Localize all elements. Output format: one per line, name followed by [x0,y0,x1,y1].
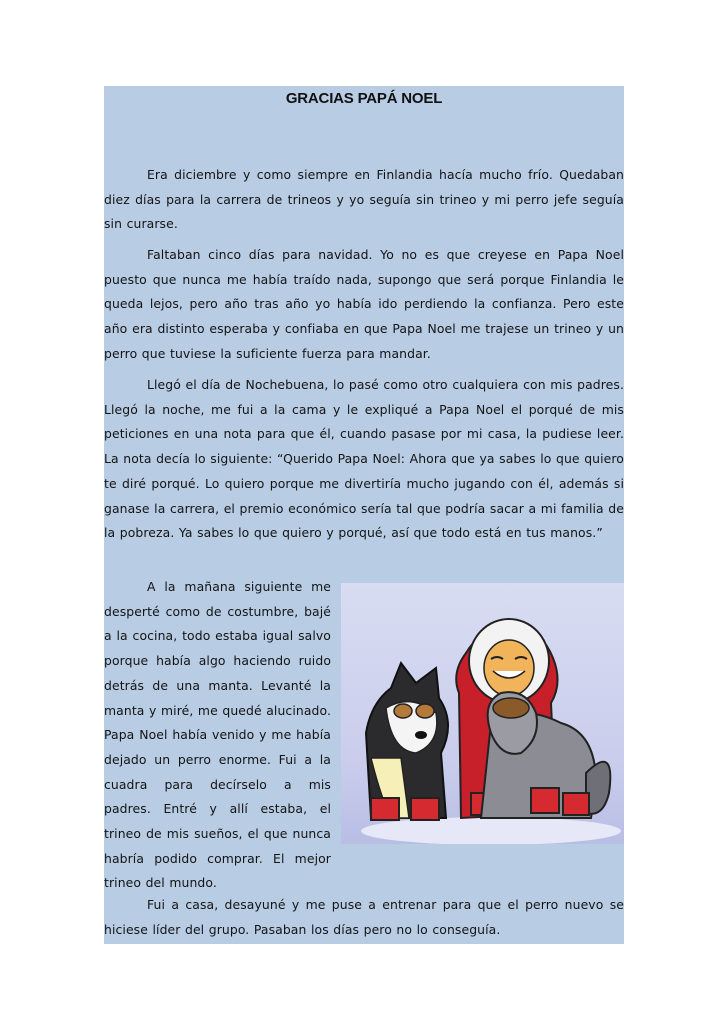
paragraph-1: Era diciembre y como siempre en Finlandia hacía mucho frío. Quedaban diez días para la carrera de trineos y yo seguía sin trineo y mi perro jefe seguía sin curarse. [104,167,624,232]
document-title: GRACIAS PAPÁ NOEL [285,90,443,107]
paragraph-5: Fui a casa, desayuné y me puse a entrenar para que el perro nuevo se hiciese líder del grupo. Pasaban los días pero no lo conseguía. [104,897,624,937]
paragraph-4: A la mañana siguiente me desperté como de costumbre, bajé a la cocina, todo estaba igual salvo porque había algo haciendo ruido detrás de una manta. Levanté la manta y miré, me quedé alucinado. Papa Noel había venido y me había dejado un perro enorme. Fui a la cuadra para decírselo a mis padres. Entré y allí estaba, el trineo de mis sueños, el que nunca habría podido comprar. El mejor trineo del mundo. [104,579,331,891]
husky-and-child-illustration [341,583,624,844]
paragraph-4-block [104,575,624,891]
paragraph-2: Faltaban cinco días para navidad. Yo no es que creyese en Papa Noel puesto que nunca me había traído nada, supongo que será porque Finlandia le queda lejos, pero año tras año yo había ido perdiendo la confianza. Pero este año era distinto esperaba y confiaba en que Papa Noel me trajese un trineo y un perro que tuviese la suficiente fuerza para mandar. [104,247,624,361]
paragraph-3: Llegó el día de Nochebuena, lo pasé como otro cualquiera con mis padres. Llegó la noche, me fui a la cama y le expliqué a Papa Noel el porqué de mis peticiones en una nota para que él, cuando pasase por mi casa, la pudiese leer. La nota decía lo siguiente: “Querido Papa Noel: Ahora que ya sabes lo que quiero te diré porqué. Lo quiero porque me divertiría mucho jugando con él, además si ganase la carrera, el premio económico sería tal que podría sacar a mi familia de la pobreza. Ya sabes lo que quiero y porqué, así que todo está en tus manos.” [104,377,624,541]
